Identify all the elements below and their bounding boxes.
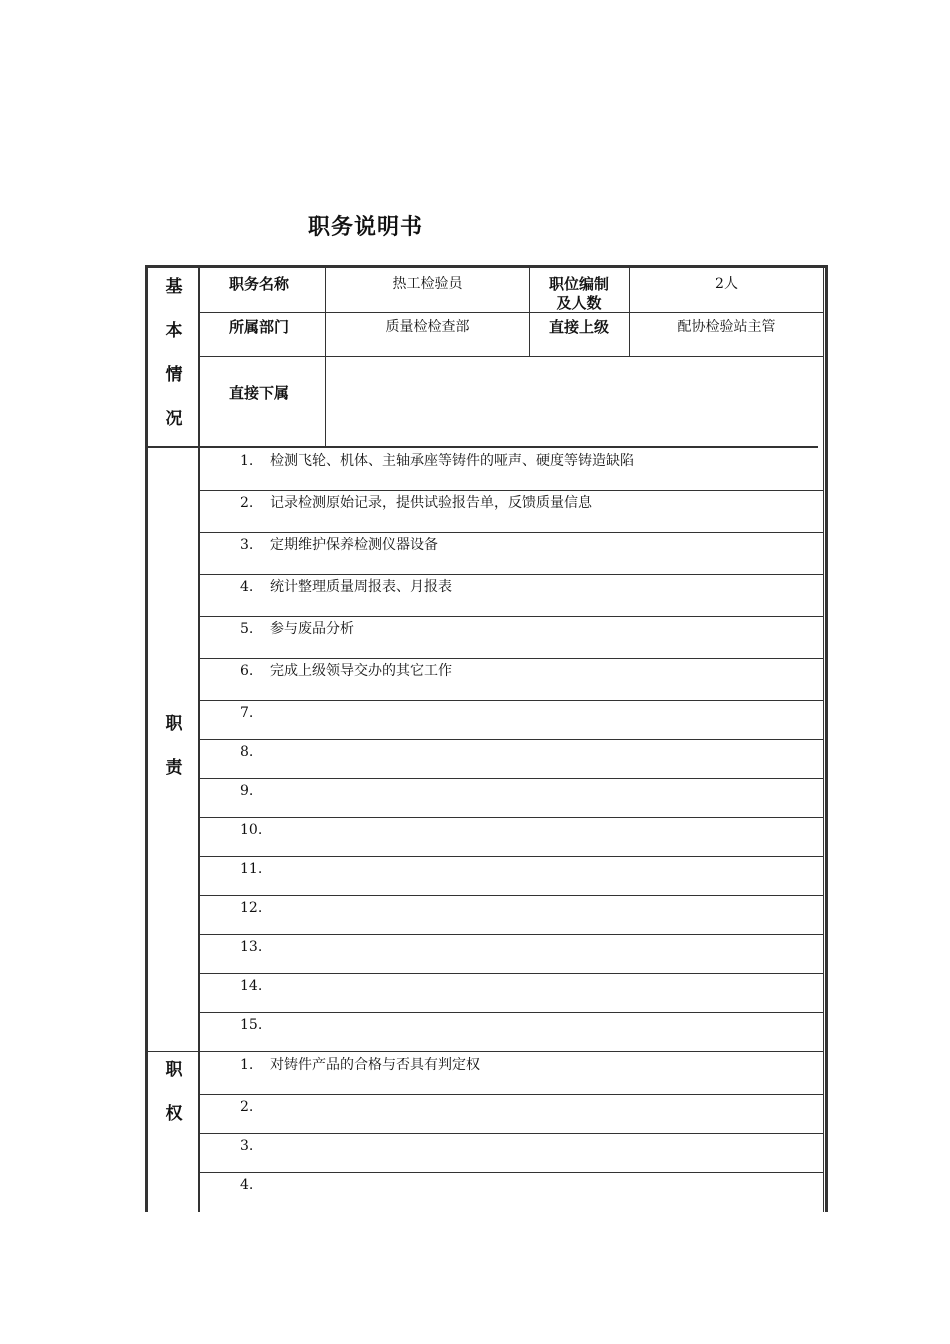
row-divider [199, 616, 824, 617]
section-char: 权 [165, 1104, 183, 1124]
row-divider [199, 778, 824, 779]
row-divider [199, 739, 824, 740]
section-separator [147, 1051, 824, 1052]
item-number: 4. [240, 579, 254, 595]
item-number: 3. [240, 1138, 254, 1154]
list-item [240, 703, 270, 723]
section-char: 职 [165, 1060, 183, 1080]
item-number: 15. [240, 1017, 263, 1033]
superior-label: 直接上级 [548, 318, 609, 336]
item-number: 7. [240, 705, 254, 721]
item-number: 2. [240, 495, 254, 511]
list-item [240, 976, 270, 996]
item-number: 12. [240, 900, 263, 916]
grid-line [199, 312, 824, 313]
row-divider [199, 490, 824, 491]
list-item [240, 781, 270, 801]
section-char: 本 [165, 321, 183, 341]
section-char: 基 [165, 277, 183, 297]
item-number: 10. [240, 822, 263, 838]
headcount-label-line: 职位编制 [548, 275, 609, 293]
row-divider [199, 574, 824, 575]
list-item [240, 619, 354, 639]
row-divider [199, 934, 824, 935]
item-text: 统计整理质量周报表、月报表 [270, 579, 452, 595]
job-title-label: 职务名称 [229, 275, 290, 293]
item-number: 11. [240, 861, 263, 877]
item-number: 1. [240, 453, 254, 469]
row-divider [199, 1094, 824, 1095]
row-divider [199, 1172, 824, 1173]
headcount-value: 2人 [715, 276, 738, 292]
superior-value: 配协检验站主管 [677, 319, 776, 335]
list-item [240, 898, 270, 918]
row-divider [199, 658, 824, 659]
subordinate-label: 直接下属 [229, 384, 290, 402]
item-number: 4. [240, 1177, 254, 1193]
duties-section-label [147, 709, 201, 797]
headcount-label [529, 275, 629, 313]
item-number: 9. [240, 783, 254, 799]
item-number: 6. [240, 663, 254, 679]
grid-line [199, 356, 824, 357]
section-char: 责 [165, 758, 183, 778]
list-item [240, 937, 270, 957]
list-item [240, 1097, 270, 1117]
row-divider [199, 895, 824, 896]
job-title-value: 热工检验员 [392, 276, 463, 292]
item-number: 5. [240, 621, 254, 637]
row-divider [199, 700, 824, 701]
document-title: 职务说明书 [308, 215, 424, 240]
row-divider [199, 1133, 824, 1134]
grid-line [823, 268, 824, 1212]
list-item [240, 859, 270, 879]
list-item [240, 820, 270, 840]
row-divider [199, 817, 824, 818]
item-number: 14. [240, 978, 263, 994]
list-item [240, 577, 452, 597]
row-divider [199, 856, 824, 857]
item-text: 记录检测原始记录，提供试验报告单，反馈质量信息 [270, 495, 592, 511]
list-item [240, 1055, 480, 1075]
item-number: 3. [240, 537, 254, 553]
basic-info-section-label [147, 272, 201, 448]
list-item [240, 1175, 270, 1195]
list-item [240, 742, 270, 762]
item-text: 完成上级领导交办的其它工作 [270, 663, 452, 679]
list-item [240, 661, 452, 681]
list-item [240, 1136, 270, 1156]
authority-section-label [147, 1055, 201, 1143]
item-number: 8. [240, 744, 254, 760]
grid-line [325, 268, 326, 446]
item-number: 1. [240, 1057, 254, 1073]
item-text: 定期维护保养检测仪器设备 [270, 537, 438, 553]
item-text: 检测飞轮、机体、主轴承座等铸件的哑声、硬度等铸造缺陷 [270, 453, 634, 469]
row-divider [199, 973, 824, 974]
item-text: 参与废品分析 [270, 621, 354, 637]
row-divider [199, 532, 824, 533]
list-item [240, 451, 634, 471]
list-item [240, 493, 592, 513]
section-char: 况 [165, 409, 183, 429]
section-separator [147, 446, 818, 448]
headcount-label-line: 及人数 [556, 294, 602, 312]
item-text: 对铸件产品的合格与否具有判定权 [270, 1057, 480, 1073]
list-item [240, 535, 438, 555]
item-number: 13. [240, 939, 263, 955]
section-char: 情 [165, 365, 183, 385]
department-value: 质量检检查部 [385, 319, 470, 335]
row-divider [199, 1012, 824, 1013]
department-label: 所属部门 [229, 318, 290, 336]
item-number: 2. [240, 1099, 254, 1115]
section-char: 职 [165, 714, 183, 734]
list-item [240, 1015, 270, 1035]
